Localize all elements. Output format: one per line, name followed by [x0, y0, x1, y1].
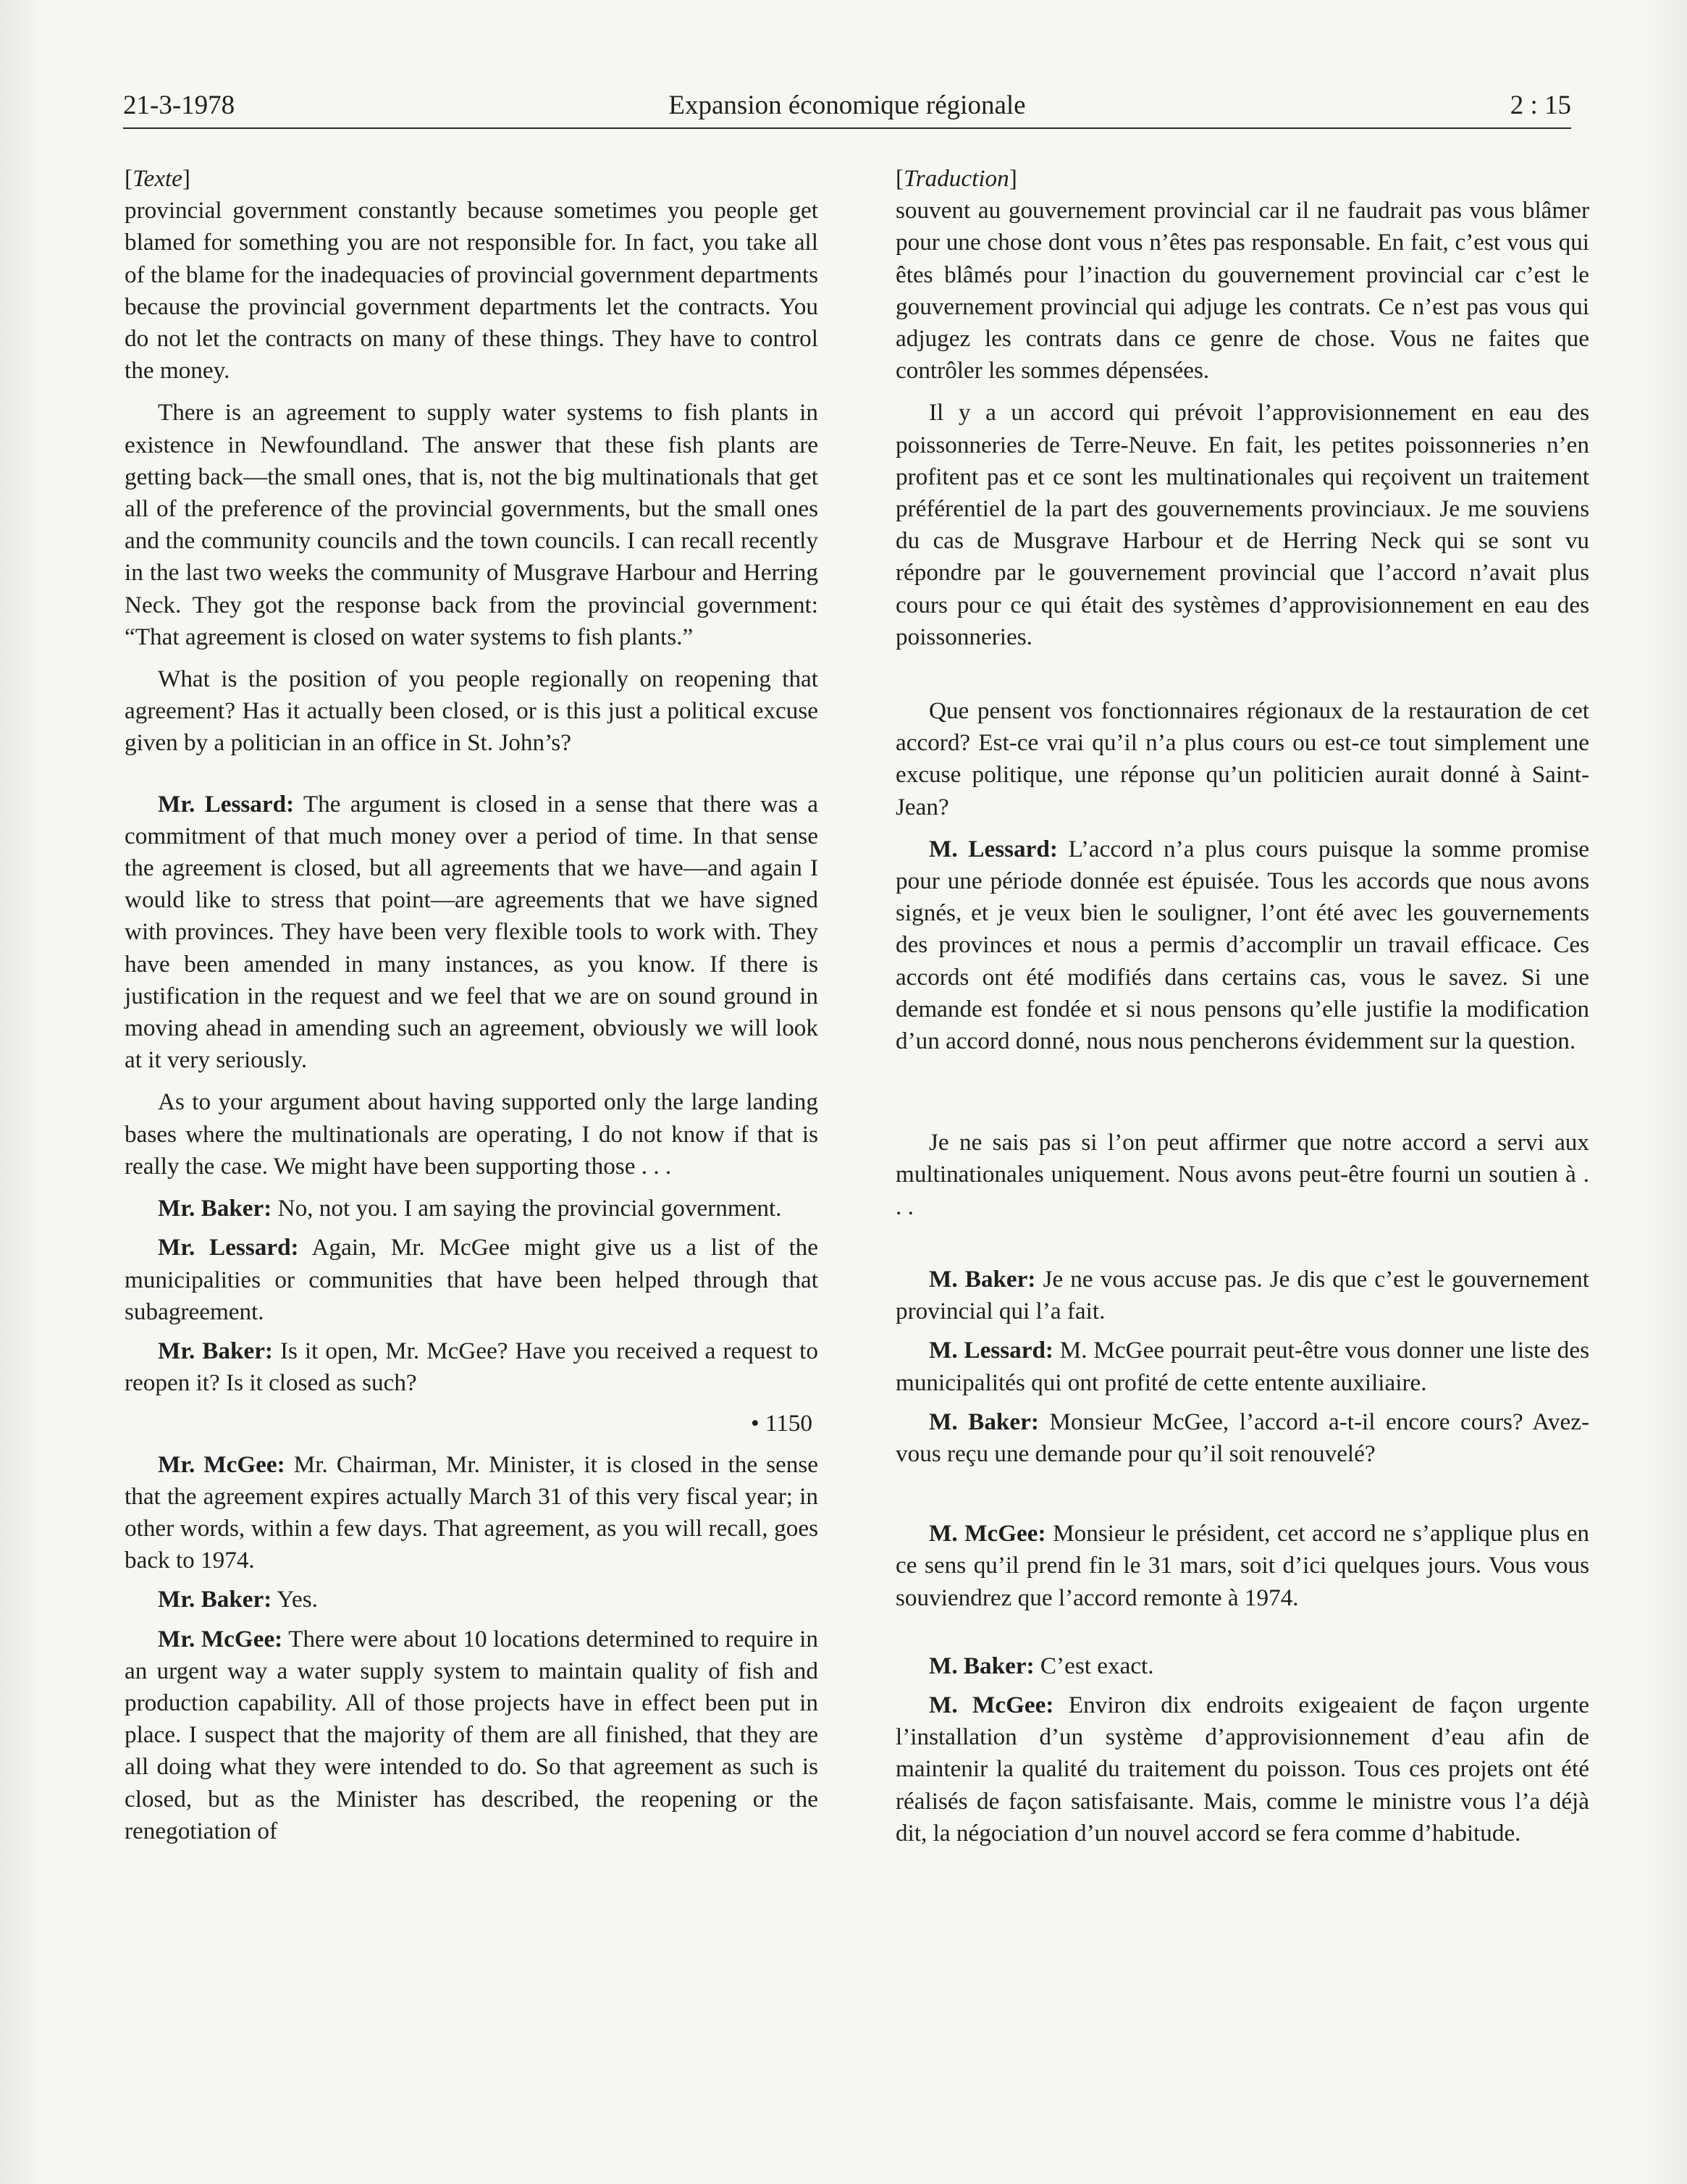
speaker-name: M. Baker:	[929, 1408, 1039, 1435]
speech-paragraph: M. Baker: Monsieur McGee, l’accord a-t-il encore cours? Avez-vous reçu une demande pour qu’il soit renouvelé?	[896, 1408, 1589, 1467]
speaker-name: M. Baker:	[929, 1652, 1035, 1679]
french-column	[896, 163, 1589, 1849]
header-page-number: 2 : 15	[1510, 91, 1571, 120]
paragraph: As to your argument about having supported only the large landing bases where the multinationals are operating, I do not know if that is really the case. We might have been supporting those . . .	[125, 1088, 818, 1180]
speech-paragraph: Mr. McGee: Mr. Chairman, Mr. Minister, it is closed in the sense that the agreement expires actually March 31 of this very fiscal year; in other words, within a few days. That agreement, as you will recall, goes back to 1974.	[125, 1450, 819, 1574]
speech-paragraph: Mr. Lessard: The argument is closed in a sense that there was a commitment of that much money over a period of time. In that sense the agreement is closed, but all agreements that we have—and again I would like to stress that point—are agreements that we have signed with provinces. They have been very flexible tools to work with. They have been amended in many instances, as you know. If there is justification in the request and we feel that we are on sound ground in moving ahead in amending such an agreement, obviously we will look at it very seriously.	[125, 790, 819, 1074]
header-title: Expansion économique régionale	[668, 91, 1026, 120]
speaker-name: M. McGee:	[929, 1691, 1054, 1718]
speaker-name: Mr. Lessard:	[158, 790, 295, 818]
speech-paragraph: Mr. Baker: Is it open, Mr. McGee? Have you received a request to reopen it? Is it closed as such?	[125, 1337, 818, 1397]
speaker-name: M. Baker:	[929, 1265, 1036, 1293]
timestamp: • 1150	[750, 1410, 812, 1437]
speaker-name: M. McGee:	[929, 1520, 1046, 1547]
paragraph: Il y a un accord qui prévoit l’approvisionnement en eau des poissonneries de Terre-Neuve. En fait, les petites poissonneries n’en profitent pas et ce sont les multinationales qui reçoivent un traitement préférentiel de la part des gouvernements provinciaux. Je me souviens du cas de Musgrave Harbour et de Herring Neck qui se sont vu répondre par le gouvernement provincial que l’accord n’avait plus cours pour ce qui était des systèmes d’approvisionnement en eau des poissonneries.	[896, 399, 1589, 650]
speech-paragraph: Mr. Lessard: Again, Mr. McGee might give us a list of the municipalities or communities that have been helped through that subagreement.	[125, 1234, 819, 1325]
lang-label-traduction: [Traduction]	[896, 165, 1017, 192]
paragraph: souvent au gouvernement provincial car il ne faudrait pas vous blâmer pour une chose dont vous n’êtes pas responsable. En fait, c’est vous qui êtes blâmés pour l’inaction du gouvernement provincial car c’est le gouvernement provincial qui adjuge les contrats. Ce n’est pas vous qui adjugez les contrats dans ce genre de chose. Vous ne faites que contrôler les sommes dépensées.	[896, 197, 1589, 385]
paragraph: What is the position of you people regionally on reopening that agreement? Has it actually been closed, or is this just a political excuse given by a politician in an office in St. John’s?	[125, 665, 818, 757]
speech-paragraph: M. Lessard: L’accord n’a plus cours puisque la somme promise pour une période donnée est épuisée. Tous les accords que nous avons signés, et je veux bien le souligner, l’ont été avec les gouvernements des provinces et nous a permis d’accomplir un travail efficace. Ces accords ont été modifiés dans certains cas, vous le savez. Si une demande est fondée et si nous pensons qu’elle justifie la modification d’un accord donné, nous nous pencherons évidemment sur la question.	[896, 835, 1589, 1055]
paragraph: There is an agreement to supply water systems to fish plants in existence in Newfoundland. The answer that these fish plants are getting back—the small ones, that is, not the big multinationals that get all of the preference of the provincial governments, but the small ones and the community councils and the town councils. I can recall recently in the last two weeks the community of Musgrave Harbour and Herring Neck. They got the response back from the provincial government: “That agreement is closed on water systems to fish plants.”	[125, 399, 818, 650]
paragraph: Je ne sais pas si l’on peut affirmer que notre accord a servi aux multinationales uniquement. Nous avons peut-être fourni un soutien à . . .	[896, 1129, 1589, 1220]
lang-label-texte: [Texte]	[125, 165, 190, 192]
speech-paragraph: M. McGee: Monsieur le président, cet accord ne s’applique plus en ce sens qu’il prend fin le 31 mars, soit d’ici quelques jours. Vous vous souviendrez que l’accord remonte à 1974.	[896, 1520, 1589, 1611]
speaker-name: Mr. McGee:	[158, 1625, 283, 1652]
speaker-name: M. Lessard:	[929, 1337, 1053, 1364]
speaker-name: M. Lessard:	[929, 835, 1058, 862]
speech-paragraph: M. McGee: Environ dix endroits exigeaient de façon urgente l’installation d’un système d’approvisionnement d’eau afin de maintenir la qualité du traitement du poisson. Tous ces projets ont été réalisés de façon satisfaisante. Mais, comme le ministre vous l’a déjà dit, la négociation d’un nouvel accord se fera comme d’habitude.	[896, 1691, 1589, 1847]
speech-paragraph: M. Lessard: M. McGee pourrait peut-être vous donner une liste des municipalités qui ont profité de cette entente auxiliaire.	[896, 1337, 1589, 1396]
speaker-name: Mr. Baker:	[158, 1586, 272, 1613]
speaker-name: Mr. Baker:	[158, 1337, 273, 1364]
speaker-name: Mr. McGee:	[158, 1450, 285, 1478]
speech-paragraph: Mr. Baker: Yes.	[158, 1586, 318, 1613]
paragraph: Que pensent vos fonctionnaires régionaux de la restauration de cet accord? Est-ce vrai qu’il n’a plus cours ou est-ce tout simplement une excuse politique, une réponse qu’un politicien aurait donné à Saint-Jean?	[896, 697, 1589, 820]
speech-paragraph: Mr. Baker: No, not you. I am saying the provincial government.	[158, 1195, 782, 1222]
speaker-name: Mr. Baker:	[158, 1195, 272, 1222]
header-date: 21-3-1978	[123, 91, 235, 120]
speech-paragraph: Mr. McGee: There were about 10 locations determined to require in an urgent way a water supply system to maintain quality of fish and production capability. All of those projects have in effect been put in place. I suspect that the majority of them are all finished, that they are all doing what they were intended to do. So that agreement as such is closed, but as the Minister has described, the reopening or the renegotiation of	[125, 1625, 818, 1844]
speech-paragraph: M. Baker: C’est exact.	[929, 1652, 1154, 1679]
english-column	[125, 163, 818, 1847]
speaker-name: Mr. Lessard:	[158, 1234, 299, 1261]
paragraph: provincial government constantly because sometimes you people get blamed for something you are not responsible for. In fact, you take all of the blame for the inadequacies of provincial government departments because the provincial government departments let the contracts. You do not let the contracts on many of these things. They have to control the money.	[125, 197, 818, 385]
page-header	[123, 88, 1571, 132]
header-rule	[123, 127, 1571, 129]
speech-paragraph: M. Baker: Je ne vous accuse pas. Je dis que c’est le gouvernement provincial qui l’a fait.	[896, 1265, 1589, 1325]
